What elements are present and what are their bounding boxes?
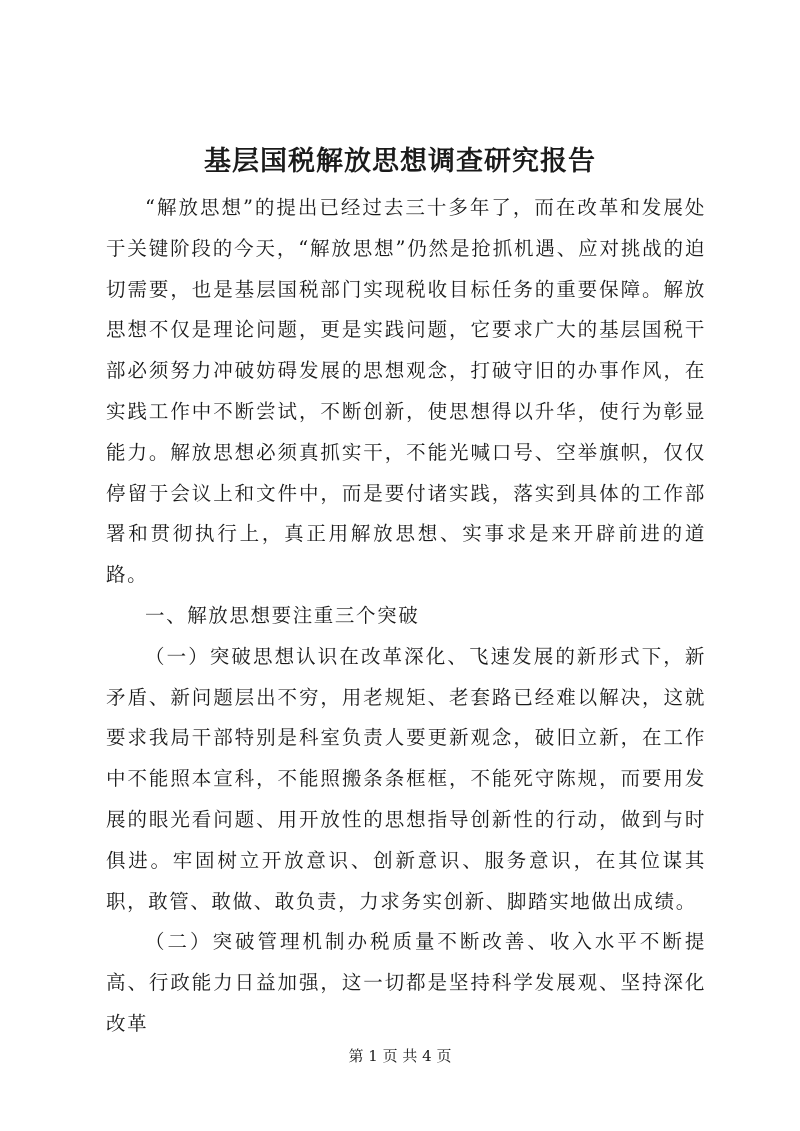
paragraph-subsection-2: （二）突破管理机制办税质量不断改善、收入水平不断提高、行政能力日益加强，这一切都是坚持科学发展观、坚持深化改革 — [106, 930, 706, 1035]
paragraph-subsection-1: （一）突破思想认识在改革深化、飞速发展的新形式下，新矛盾、新问题层出不穷，用老规矩、老套路已经难以解决，这就要求我局干部特别是科室负责人要更新观念，破旧立新，在工作中不能照本宣科，不能照搬条条框框，不能死守陈规，而要用发展的眼光看问题、用开放性的思想指导创新性的行动，做到与时俱进。牢固树立开放意识、创新意识、服务意识，在其位谋其职，敢管、敢做、敢负责，力求务实创新、脚踏实地做出成绩。 — [106, 644, 706, 913]
page-number: 第 1 页 共 4 页 — [348, 1047, 452, 1065]
document-body — [106, 188, 706, 1045]
document-title: 基层国税解放思想调查研究报告 — [204, 146, 596, 177]
paragraph-intro: “解放思想”的提出已经过去三十多年了，而在改革和发展处于关键阶段的今天，“解放思想”仍然是抢抓机遇、应对挑战的迫切需要，也是基层国税部门实现税收目标任务的重要保障。解放思想不仅是理论问题，更是实践问题，它要求广大的基层国税干部必须努力冲破妨碍发展的思想观念，打破守旧的办事作风，在实践工作中不断尝试，不断创新，使思想得以升华，使行为彰显能力。解放思想必须真抓实干，不能光喊口号、空举旗帜，仅仅停留于会议上和文件中，而是要付诸实践，落实到具体的工作部署和贯彻执行上，真正用解放思想、实事求是来开辟前进的道路。 — [106, 196, 706, 587]
section-heading: 一、解放思想要注重三个突破 — [145, 603, 420, 627]
